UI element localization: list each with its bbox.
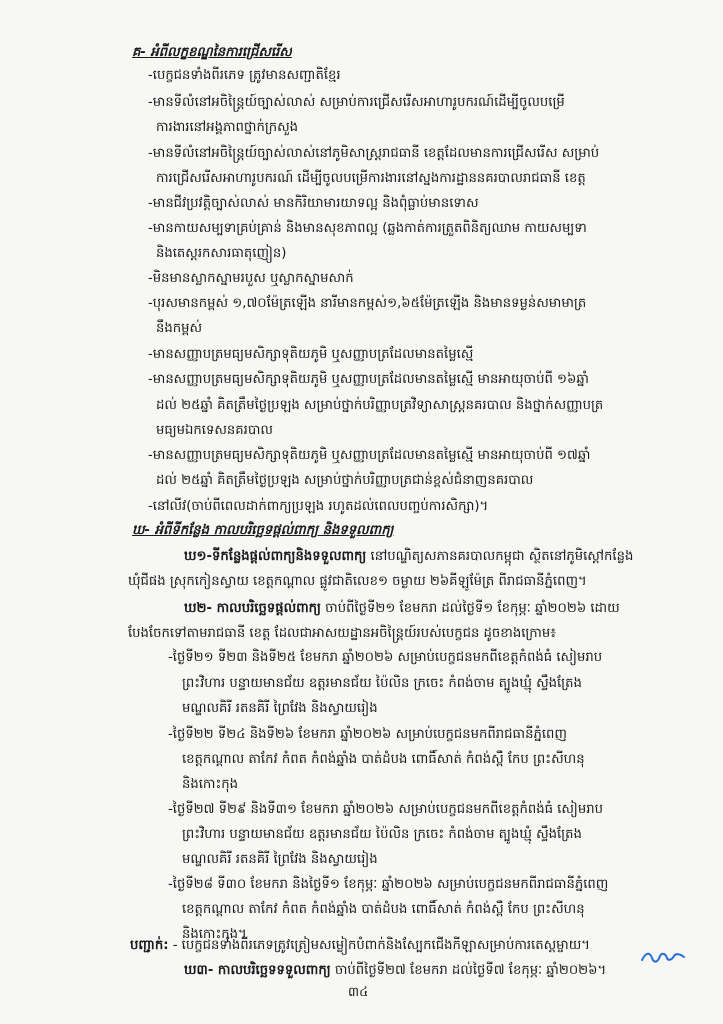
- schedule-line: ព្រះវិហារ បន្ទាយមានជ័យ ឧត្តរមានជ័យ ប៉ៃលិន ក្រចេះ កំពង់ចាម ត្បូងឃ្មុំ ស្ទឹងត្រែង: [182, 827, 582, 842]
- criterion-line: -មានសញ្ញាបត្រមធ្យមសិក្សាទុតិយភូមិ ឬសញ្ញាបត្រដែលមានតម្លៃស្មើ: [148, 347, 474, 362]
- criterion-line: និងតេស្តរកសារធាតុញៀន): [156, 246, 287, 261]
- schedule-line: ខេត្តកណ្តាល តាកែវ កំពត កំពង់ឆ្នាំង បាត់ដំបង ពោធិ៍សាត់ កំពង់ស្ពឺ កែប ព្រះសីហនុ: [182, 752, 585, 767]
- criterion-line: -មានទីលំនៅអចិន្ត្រៃយ៍ច្បាស់លាស់ សម្រាប់ការជ្រើសរើសអាហារូបករណ៍ដើម្បីចូលបម្រើ: [148, 95, 565, 110]
- criterion-line: ដល់ ២៥ឆ្នាំ គិតត្រឹមថ្ងៃប្រឡង សម្រាប់ថ្នាក់បរិញ្ញាបត្រជាន់ខ្ពស់ជំនាញនគរបាល: [156, 473, 534, 488]
- schedule-line: ព្រះវិហារ បន្ទាយមានជ័យ ឧត្តរមានជ័យ ប៉ៃលិន ក្រចេះ កំពង់ចាម ត្បូងឃ្មុំ ស្ទឹងត្រែង: [182, 676, 582, 691]
- initials-signature: [640, 948, 686, 966]
- criterion-line: -បុរសមានកម្ពស់ ១,៧០ម៉ែត្រឡើង នារីមានកម្ពស់១,៦៥ម៉ែត្រឡើង និងមានទម្ងន់សមាមាត្រ: [148, 296, 587, 311]
- gha1-paragraph: [184, 544, 704, 570]
- gha2-line2: បែងចែកទៅតាមរាជធានី ខេត្ត ដែលជាអាសយដ្ឋានអចិន្ត្រៃយ៍របស់បេក្ខជន ដូចខាងក្រោម៖: [128, 626, 557, 641]
- schedule-line: -ថ្ងៃទី២១ ទី២៣ និងទី២៥ ខែមករា ឆ្នាំ២០២៦ សម្រាប់បេក្ខជនមកពីខេត្តកំពង់ធំ សៀមរាប: [168, 650, 603, 665]
- criterion-line: -មានសញ្ញាបត្រមធ្យមសិក្សាទុតិយភូមិ ឬសញ្ញាបត្រដែលមានតម្លៃស្មើ មានអាយុចាប់ពី ១៧ឆ្នាំ: [148, 448, 591, 463]
- note-text: - បេក្ខជនទាំងពីរភេទត្រូវត្រៀមសម្លៀកបំពាក់និងស្បែកជើងកីឡាសម្រាប់ការតេស្តម្ចាយ។: [172, 938, 590, 953]
- criterion-line: -បេក្ខជនទាំងពីរភេទ ត្រូវមានសញ្ជាតិខ្មែរ: [148, 68, 341, 83]
- section-ga-title: គ- អំពីលក្ខខណ្ឌនៃការជ្រើសរើស: [132, 45, 292, 60]
- criterion-line: -មិនមានស្លាកស្នាមរបួស ឬស្លាកស្នាមសាក់: [148, 271, 354, 286]
- gha1-line2: ឃុំជីផង ស្រុកកៀនស្វាយ ខេត្តកណ្តាល ផ្លូវជាតិលេខ១ ចម្ងាយ ២៦គីឡូម៉ែត្រ ពីរាជធានីភ្នំពេញ។: [128, 574, 587, 589]
- schedule-line: មណ្ឌលគិរី រតនគិរី ព្រៃវែង និងស្វាយរៀង: [182, 701, 378, 716]
- criterion-line: មធ្យមឯកទេសនគរបាល: [156, 423, 273, 438]
- criterion-line: ដល់ ២៥ឆ្នាំ គិតត្រឹមថ្ងៃប្រឡង សម្រាប់ថ្នាក់បរិញ្ញាបត្រវិទ្យាសាស្ត្រនគរបាល និងថ្នាក់សញ្ញាបត្រ: [156, 398, 604, 413]
- schedule-line: មណ្ឌលគិរី រតនគិរី ព្រៃវែង និងស្វាយរៀង: [182, 852, 378, 867]
- schedule-line: -ថ្ងៃទី២៨ ទី៣០ ខែមករា និងថ្ងៃទី១ ខែកុម្ភៈ ឆ្នាំ២០២៦ សម្រាប់បេក្ខជនមកពីរាជធានីភ្នំពេញ: [168, 877, 609, 892]
- criterion-line: នឹងកម្ពស់: [156, 321, 203, 336]
- schedule-line: និងកោះកុង។: [182, 927, 247, 942]
- gha3-text: ចាប់ពីថ្ងៃទី២៧ ខែមករា ដល់ថ្ងៃទី៧ ខែកុម្ភៈ ឆ្នាំ២០២៦។: [330, 963, 607, 978]
- schedule-line: ខេត្តកណ្តាល តាកែវ កំពត កំពង់ឆ្នាំង បាត់ដំបង ពោធិ៍សាត់ កំពង់ស្ពឺ កែប ព្រះសីហនុ: [182, 902, 585, 917]
- gha3-label: ឃ៣- កាលបរិច្ឆេទទទួលពាក្យ: [184, 963, 331, 978]
- criterion-line: -មានកាយសម្បទាគ្រប់គ្រាន់ និងមានសុខភាពល្អ (ឆ្លងកាត់ការត្រួតពិនិត្យឈាម កាយសម្បទា: [148, 221, 587, 236]
- schedule-line: -ថ្ងៃទី២៧ ទី២៩ និងទី៣១ ខែមករា ឆ្នាំ២០២៦ សម្រាប់បេក្ខជនមកពីខេត្តកំពង់ធំ សៀមរាប: [168, 802, 603, 817]
- criterion-line: -មានសញ្ញាបត្រមធ្យមសិក្សាទុតិយភូមិ ឬសញ្ញាបត្រដែលមានតម្លៃស្មើ មានអាយុចាប់ពី ១៦ឆ្នាំ: [148, 372, 589, 387]
- gha3-paragraph: [184, 958, 634, 984]
- criterion-line: ការជ្រើសរើសអាហារូបករណ៍ ដើម្បីចូលបម្រើការងារនៅស្នងការដ្ឋាននគរបាលរាជធានី ខេត្ត: [156, 171, 586, 186]
- note-paragraph: [130, 933, 700, 959]
- schedule-line: -ថ្ងៃទី២២ ទី២៤ និងទី២៦ ខែមករា ឆ្នាំ២០២៦ សម្រាប់បេក្ខជនមកពីរាជធានីភ្នំពេញ: [168, 727, 567, 742]
- gha2-text: ចាប់ពីថ្ងៃទី២១ ខែមករា ដល់ថ្ងៃទី១ ខែកុម្ភៈ ឆ្នាំ២០២៦ ដោយ: [320, 601, 620, 616]
- gha2-paragraph: [184, 596, 704, 622]
- criterion-line: ការងារនៅអង្គភាពថ្នាក់ក្រសួង: [156, 120, 299, 135]
- criterion-line: -មានជីវប្រវត្តិច្បាស់លាស់ មានកិរិយាមារយាទល្អ និងពុំធ្លាប់មានទោស: [148, 196, 479, 211]
- gha1-text: នៅបណ្ឌិត្យសភានគរបាលកម្ពុជា ស្ថិតនៅភូមិស្តៅកន្លែង: [366, 549, 634, 564]
- schedule-line: និងកោះកុង: [182, 777, 239, 792]
- note-label: បញ្ជាក់:: [130, 938, 169, 953]
- gha1-label: ឃ១-ទីកន្លែងផ្តល់ពាក្យនិងទទួលពាក្យ: [184, 549, 367, 564]
- page-number: ៣៤: [348, 985, 369, 1000]
- section-gha-title: ឃ- អំពីទីកន្លែង កាលបរិច្ឆេទផ្តល់ពាក្យ និងទទួលពាក្យ: [132, 523, 394, 538]
- criterion-line: -នៅលីវ(ចាប់ពីពេលដាក់ពាក្យប្រឡង រហូតដល់ពេលបញ្ចប់ការសិក្សា)។: [148, 499, 489, 514]
- gha2-label: ឃ២- កាលបរិច្ឆេទផ្តល់ពាក្យ: [184, 601, 321, 616]
- criterion-line: -មានទីលំនៅអចិន្ត្រៃយ៍ច្បាស់លាស់នៅភូមិសាស្ត្ររាជធានី ខេត្តដែលមានការជ្រើសរើស សម្រាប់: [148, 146, 600, 161]
